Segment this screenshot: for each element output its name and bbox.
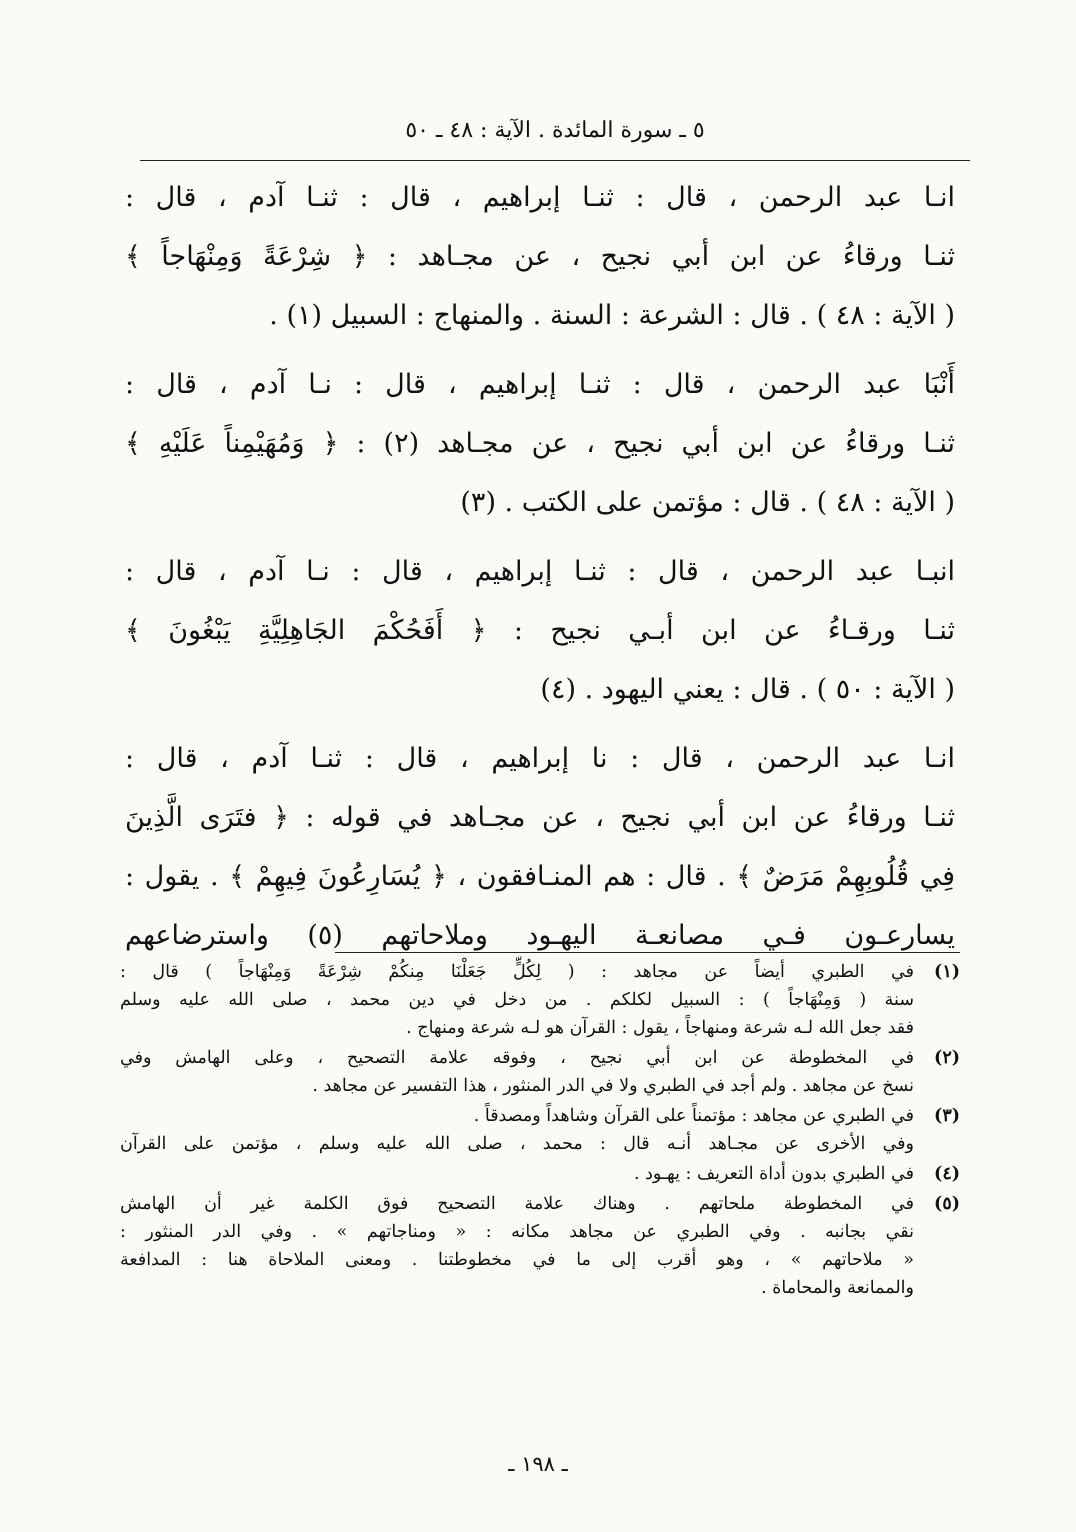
footnote-line: في الطبري أيضاً عن مجاهد : ( لِكُلٍّ جَعَلْنَا مِنكُمْ شِرْعَةً وَمِنْهَاجاً ) قال : — [120, 962, 914, 982]
footnote — [120, 1160, 960, 1188]
footnote — [120, 958, 960, 1042]
text-line: ( الآية : ٥٠ ) . قال : يعني اليهود . (٤) — [540, 674, 955, 705]
footnote-body — [120, 958, 914, 1042]
footnote-line: والممانعة والمحاماة . — [761, 1278, 914, 1298]
text-line: انـا عبد الرحمن ، قال : نا إبراهيم ، قال : ثنـا آدم ، قال : — [125, 743, 955, 774]
footnote-line: سنة ( وَمِنْهَاجاً ) : السبيل لكلكم . من دخل في دين محمد ، صلى الله عليه وسلم — [120, 990, 914, 1010]
footnote-number: (٥) — [934, 1194, 960, 1214]
paragraph-gap — [125, 345, 955, 355]
footnotes — [120, 958, 960, 1304]
paragraph-gap — [125, 532, 955, 542]
text-line: انـا عبد الرحمن ، قال : ثنـا إبراهيم ، قال : ثنـا آدم ، قال : — [125, 182, 955, 213]
text-line: أَنْبَا عبد الرحمن ، قال : ثنـا إبراهيم ، قال : نـا آدم ، قال : — [125, 369, 955, 400]
footnote-body — [120, 1102, 914, 1158]
footnote-rule — [335, 952, 960, 953]
footnote-line: في المخطوطة ملحاتهم . وهناك علامة التصحيح فوق الكلمة غير أن الهامش — [120, 1194, 914, 1214]
text-line: فِي قُلُوبِهِمْ مَرَضٌ ﴾ . قال : هم المنـافقون ، ﴿ يُسَارِعُونَ فِيهِمْ ﴾ . يقول : — [125, 861, 955, 892]
text-line: ( الآية : ٤٨ ) . قال : الشرعة : السنة . والمنهاج : السبيل (١) . — [269, 300, 955, 331]
page-number: ـ ١٩٨ ـ — [508, 1452, 568, 1476]
footnote-number: (٤) — [934, 1164, 960, 1184]
text-line: ثنـا ورقاءُ عن ابن أبي نجيح ، عن مجـاهد في قوله : ﴿ فتَرَى الَّذِينَ — [125, 802, 955, 833]
footnote-line: نسخ عن مجاهد . ولم أجد في الطبري ولا في الدر المنثور ، هذا التفسير عن مجاهد . — [312, 1076, 914, 1096]
text-line: انبـا عبد الرحمن ، قال : ثنـا إبراهيم ، قال : نـا آدم ، قال : — [125, 556, 955, 587]
footnote — [120, 1102, 960, 1158]
footnote-line: في الطبري عن مجاهد : مؤتمناً على القرآن وشاهداً ومصدقاً . — [473, 1106, 914, 1126]
footnote-number: (٢) — [934, 1048, 960, 1068]
footnote-number: (٣) — [934, 1106, 960, 1126]
text-line: يسارعـون فـي مصانعـة اليهـود وملاحاتهم (٥) واسترضاعهم — [125, 920, 955, 951]
footnote-line: وفي الأخرى عن مجـاهد أنـه قال : محمد ، صلى الله عليه وسلم ، مؤتمن على القرآن — [120, 1134, 914, 1154]
footnote — [120, 1190, 960, 1302]
text-line: ثنـا ورقـاءُ عن ابن أبـي نجيح : ﴿ أَفَحُكْمَ الجَاهِلِيَّةِ يَبْغُونَ ﴾ — [125, 615, 955, 646]
header-rule — [140, 160, 970, 161]
footnote — [120, 1044, 960, 1100]
footnote-number: (١) — [934, 962, 960, 982]
text-line: ثنـا ورقاءُ عن ابن أبي نجيح ، عن مجـاهد (٢) : ﴿ وَمُهَيْمِناً عَلَيْهِ ﴾ — [125, 428, 956, 459]
footnote-line: فقد جعل الله لـه شرعة ومنهاجاً ، يقول : القرآن هو لـه شرعة ومنهاج . — [406, 1018, 914, 1038]
footnote-line: في الطبري بدون أداة التعريف : يهـود . — [633, 1164, 914, 1184]
footnote-body — [120, 1044, 914, 1100]
footnote-body — [120, 1160, 914, 1188]
text-line: ثنـا ورقاءُ عن ابن أبي نجيح ، عن مجـاهد : ﴿ شِرْعَةً وَمِنْهَاجاً ﴾ — [125, 241, 955, 272]
running-head: ٥ ـ سورة المائدة . الآية : ٤٨ ـ ٥٠ — [405, 118, 705, 143]
footnote-line: في المخطوطة عن ابن أبي نجيح ، وفوقه علامة التصحيح ، وعلى الهامش وفي — [120, 1048, 914, 1068]
paragraph-gap — [125, 719, 955, 729]
text-line: ( الآية : ٤٨ ) . قال : مؤتمن على الكتب . (٣) — [460, 487, 955, 518]
footnote-line: نقي بجانبه . وفي الطبري عن مجاهد مكانه : « ومناجاتهم » . وفي الدر المنثور : — [120, 1222, 914, 1242]
footnote-line: « ملاحاتهم » ، وهو أقرب إلى ما في مخطوطتنا . ومعنى الملاحاة هنا : المدافعة — [120, 1250, 914, 1270]
main-text — [125, 168, 955, 965]
footnote-body — [120, 1190, 914, 1302]
